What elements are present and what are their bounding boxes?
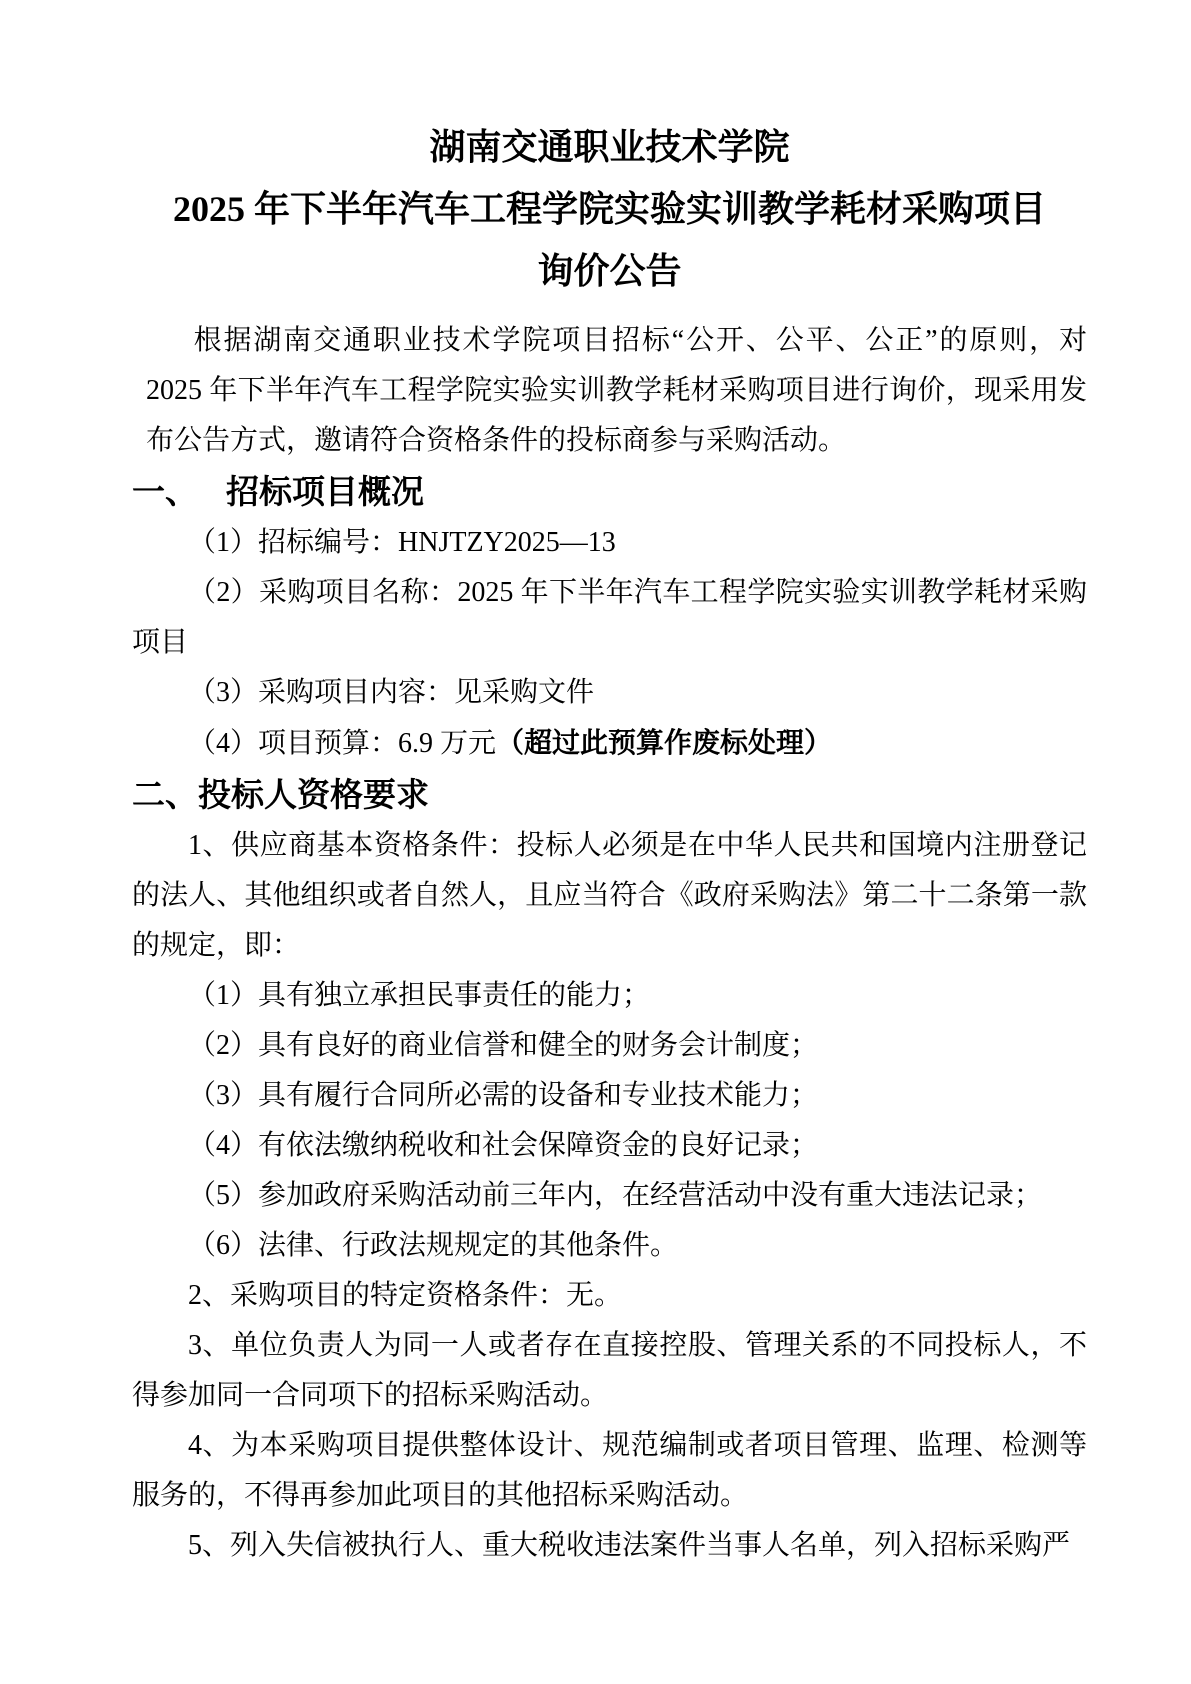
dishonest-list-paragraph: 5、列入失信被执行人、重大税收违法案件当事人名单，列入招标采购严: [188, 1530, 1071, 1561]
document-content: [132, 116, 1087, 1571]
specific-qualification-paragraph: 2、采购项目的特定资格条件：无。: [188, 1280, 623, 1311]
doc-title-project: 2025 年下半年汽车工程学院实验实训教学耗材采购项目: [172, 189, 1046, 229]
same-responsible-person-paragraph: 3、单位负责人为同一人或者存在直接控股、管理关系的不同投标人，不得参加同一合同项下的招标采购活动。: [132, 1330, 1087, 1411]
condition-item-4: （4）有依法缴纳税收和社会保障资金的良好记录；: [188, 1130, 819, 1161]
condition-item-2: （2）具有良好的商业信誉和健全的财务会计制度；: [188, 1030, 819, 1061]
project-budget-item: [132, 718, 1087, 769]
bid-number-item: （1）招标编号：HNJTZY2025—13: [188, 527, 616, 558]
condition-item-3: （3）具有履行合同所必需的设备和专业技术能力；: [188, 1080, 819, 1111]
project-budget-text: （4）项目预算：6.9 万元: [188, 728, 497, 759]
section-1-number: 一、: [132, 473, 198, 510]
supplier-qualification-paragraph: 1、供应商基本资格条件：投标人必须是在中华人民共和国境内注册登记的法人、其他组织或者自然人，且应当符合《政府采购法》第二十二条第一款的规定，即：: [132, 830, 1087, 961]
intro-paragraph: 根据湖南交通职业技术学院项目招标“公开、公平、公正”的原则，对 2025 年下半年汽车工程学院实验实训教学耗材采购项目进行询价，现采用发布公告方式，邀请符合资格条件的投标商参与采购活动。: [146, 325, 1087, 456]
section-2-number: 二、: [132, 776, 198, 813]
section-2-title: 投标人资格要求: [198, 776, 429, 813]
doc-title-organization: 湖南交通职业技术学院: [429, 127, 790, 167]
project-content-item: （3）采购项目内容：见采购文件: [188, 677, 595, 708]
project-name-item: （2）采购项目名称：2025 年下半年汽车工程学院实验实训教学耗材采购项目: [132, 577, 1087, 658]
condition-item-5: （5）参加政府采购活动前三年内，在经营活动中没有重大违法记录；: [188, 1180, 1043, 1211]
budget-warning-note: （超过此预算作废标处理）: [496, 727, 833, 758]
section-2-heading: [132, 769, 1087, 821]
title-block: [132, 116, 1087, 302]
design-service-restriction-paragraph: 4、为本采购项目提供整体设计、规范编制或者项目管理、监理、检测等服务的，不得再参加此项目的其他招标采购活动。: [132, 1430, 1087, 1511]
section-1-title: 招标项目概况: [226, 473, 424, 510]
section-1-heading: [132, 466, 1087, 518]
doc-title-notice-type: 询价公告: [537, 251, 682, 291]
condition-item-1: （1）具有独立承担民事责任的能力；: [188, 980, 651, 1011]
condition-item-6: （6）法律、行政法规规定的其他条件。: [188, 1230, 679, 1261]
